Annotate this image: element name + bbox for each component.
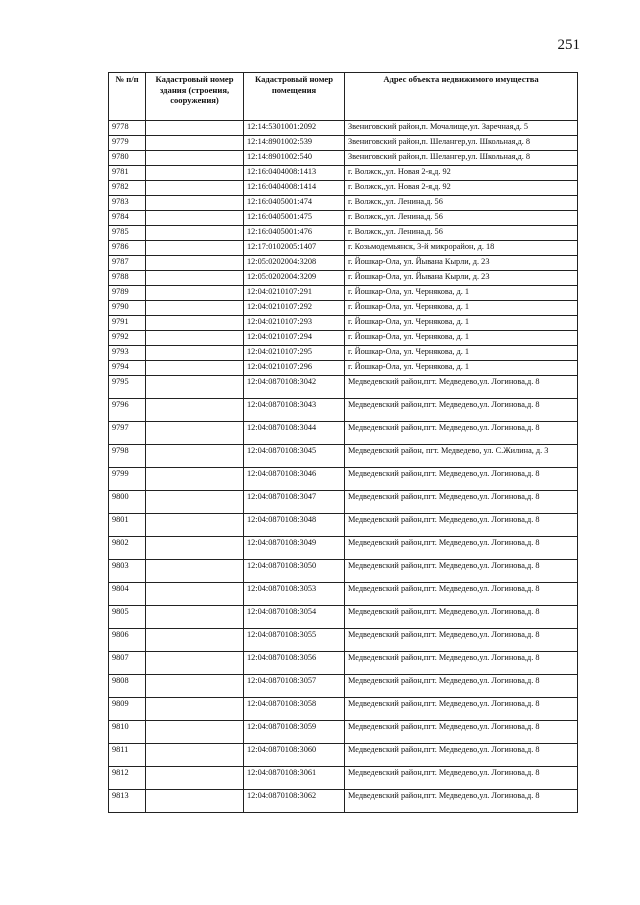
cell-room-cadastral: 12:14:8901002:540 [244,151,345,166]
table-row [109,166,578,181]
cell-address: Медведевский район,пгт. Медведево,ул. Логинова,д. 8 [345,491,578,514]
cell-number: 9782 [109,181,146,196]
cell-building-cadastral [146,121,244,136]
cell-address: г. Йошкар-Ола, ул. Чернякова, д. 1 [345,301,578,316]
cell-building-cadastral [146,226,244,241]
cell-building-cadastral [146,767,244,790]
cell-number: 9787 [109,256,146,271]
cell-room-cadastral: 12:05:0202004:3208 [244,256,345,271]
cell-room-cadastral: 12:04:0870108:3058 [244,698,345,721]
cell-number: 9783 [109,196,146,211]
cell-room-cadastral: 12:05:0202004:3209 [244,271,345,286]
cell-building-cadastral [146,698,244,721]
cell-building-cadastral [146,583,244,606]
cell-address: Медведевский район,пгт. Медведево,ул. Логинова,д. 8 [345,675,578,698]
cell-number: 9802 [109,537,146,560]
cell-room-cadastral: 12:04:0210107:294 [244,331,345,346]
cell-room-cadastral: 12:04:0210107:293 [244,316,345,331]
cell-address: г. Волжск,,ул. Новая 2-я,д. 92 [345,166,578,181]
cell-address: Медведевский район,пгт. Медведево,ул. Логинова,д. 8 [345,721,578,744]
cell-building-cadastral [146,514,244,537]
cell-building-cadastral [146,675,244,698]
cell-address: г. Йошкар-Ола, ул. Чернякова, д. 1 [345,346,578,361]
cell-building-cadastral [146,491,244,514]
cell-room-cadastral: 12:04:0870108:3048 [244,514,345,537]
table-row [109,445,578,468]
cell-room-cadastral: 12:14:5301001:2092 [244,121,345,136]
cell-building-cadastral [146,166,244,181]
cell-address: Медведевский район,пгт. Медведево,ул. Логинова,д. 8 [345,606,578,629]
cell-number: 9803 [109,560,146,583]
cell-address: Звениговский район,п. Мочалище,ул. Заречная,д. 5 [345,121,578,136]
table-row [109,537,578,560]
header-number: № п/п [109,73,146,121]
cell-room-cadastral: 12:04:0870108:3047 [244,491,345,514]
cell-room-cadastral: 12:16:0405001:474 [244,196,345,211]
cell-address: Медведевский район,пгт. Медведево,ул. Логинова,д. 8 [345,560,578,583]
cell-room-cadastral: 12:04:0870108:3050 [244,560,345,583]
cell-number: 9809 [109,698,146,721]
cell-address: Медведевский район,пгт. Медведево,ул. Логинова,д. 8 [345,744,578,767]
cell-address: Медведевский район,пгт. Медведево,ул. Логинова,д. 8 [345,376,578,399]
cell-room-cadastral: 12:04:0210107:292 [244,301,345,316]
cell-room-cadastral: 12:04:0210107:296 [244,361,345,376]
cell-number: 9791 [109,316,146,331]
cell-building-cadastral [146,286,244,301]
table-row [109,491,578,514]
table-row [109,316,578,331]
cell-room-cadastral: 12:04:0870108:3060 [244,744,345,767]
cell-room-cadastral: 12:04:0870108:3056 [244,652,345,675]
cell-room-cadastral: 12:04:0870108:3044 [244,422,345,445]
cell-number: 9804 [109,583,146,606]
table-row [109,629,578,652]
table-body [109,121,578,813]
cell-number: 9800 [109,491,146,514]
cell-building-cadastral [146,445,244,468]
cell-address: Медведевский район,пгт. Медведево,ул. Логинова,д. 8 [345,583,578,606]
cell-room-cadastral: 12:04:0870108:3042 [244,376,345,399]
cell-room-cadastral: 12:04:0870108:3057 [244,675,345,698]
table-row [109,721,578,744]
cell-building-cadastral [146,241,244,256]
cell-address: г. Йошкар-Ола, ул. Чернякова, д. 1 [345,286,578,301]
header-row [109,73,578,121]
cell-room-cadastral: 12:04:0870108:3062 [244,790,345,813]
cell-address: Медведевский район,пгт. Медведево,ул. Логинова,д. 8 [345,468,578,491]
cell-building-cadastral [146,196,244,211]
cell-room-cadastral: 12:04:0870108:3053 [244,583,345,606]
cell-building-cadastral [146,316,244,331]
cell-address: Медведевский район, пгт. Медведево, ул. С.Жилина, д. 3 [345,445,578,468]
cell-number: 9811 [109,744,146,767]
cell-address: г. Йошкар-Ола, ул. Йывана Кырли, д. 23 [345,271,578,286]
cell-address: Медведевский район,пгт. Медведево,ул. Логинова,д. 8 [345,698,578,721]
cell-number: 9790 [109,301,146,316]
cell-address: Звениговский район,п. Шелангер,ул. Школьная,д. 8 [345,151,578,166]
cell-address: г. Волжск,,ул. Ленина,д. 56 [345,196,578,211]
table-row [109,767,578,790]
cell-building-cadastral [146,346,244,361]
cell-building-cadastral [146,629,244,652]
cell-number: 9797 [109,422,146,445]
cell-number: 9780 [109,151,146,166]
table-row [109,361,578,376]
cell-number: 9813 [109,790,146,813]
cell-address: Медведевский район,пгт. Медведево,ул. Логинова,д. 8 [345,399,578,422]
cell-number: 9779 [109,136,146,151]
cell-building-cadastral [146,744,244,767]
table-row [109,675,578,698]
header-address: Адрес объекта недвижимого имущества [345,73,578,121]
cell-number: 9786 [109,241,146,256]
cell-room-cadastral: 12:04:0870108:3054 [244,606,345,629]
cell-building-cadastral [146,181,244,196]
cell-address: г. Козьмодемьянск, 3-й микрорайон, д. 18 [345,241,578,256]
cell-room-cadastral: 12:04:0870108:3046 [244,468,345,491]
table-row [109,241,578,256]
page-number: 251 [557,37,580,53]
cell-number: 9798 [109,445,146,468]
table-row [109,226,578,241]
table-row [109,256,578,271]
header-building-cadastral: Кадастровый номер здания (строения, сооружения) [146,73,244,121]
table-row [109,652,578,675]
cell-room-cadastral: 12:04:0210107:291 [244,286,345,301]
table-row [109,422,578,445]
cell-number: 9778 [109,121,146,136]
table-row [109,151,578,166]
cell-building-cadastral [146,468,244,491]
cell-building-cadastral [146,721,244,744]
cell-building-cadastral [146,606,244,629]
cell-room-cadastral: 12:04:0870108:3059 [244,721,345,744]
cell-room-cadastral: 12:16:0405001:476 [244,226,345,241]
table-row [109,399,578,422]
cell-building-cadastral [146,136,244,151]
cell-number: 9792 [109,331,146,346]
table-row [109,136,578,151]
cell-number: 9793 [109,346,146,361]
cell-address: г. Йошкар-Ола, ул. Чернякова, д. 1 [345,361,578,376]
cell-room-cadastral: 12:04:0210107:295 [244,346,345,361]
cell-address: г. Йошкар-Ола, ул. Йывана Кырли, д. 23 [345,256,578,271]
cell-address: Звениговский район,п. Шелангер,ул. Школьная,д. 8 [345,136,578,151]
cell-room-cadastral: 12:16:0405001:475 [244,211,345,226]
cell-building-cadastral [146,560,244,583]
cell-building-cadastral [146,256,244,271]
cell-address: Медведевский район,пгт. Медведево,ул. Логинова,д. 8 [345,629,578,652]
cell-number: 9795 [109,376,146,399]
cell-number: 9806 [109,629,146,652]
cell-number: 9789 [109,286,146,301]
cell-address: г. Волжск,,ул. Новая 2-я,д. 92 [345,181,578,196]
cell-number: 9807 [109,652,146,675]
table-row [109,121,578,136]
cell-number: 9810 [109,721,146,744]
cell-room-cadastral: 12:04:0870108:3061 [244,767,345,790]
cell-building-cadastral [146,537,244,560]
table-row [109,468,578,491]
cell-room-cadastral: 12:16:0404008:1413 [244,166,345,181]
cell-building-cadastral [146,301,244,316]
table-row [109,196,578,211]
table-row [109,211,578,226]
cell-building-cadastral [146,361,244,376]
cell-room-cadastral: 12:04:0870108:3049 [244,537,345,560]
table-row [109,301,578,316]
cell-address: Медведевский район,пгт. Медведево,ул. Логинова,д. 8 [345,767,578,790]
cell-room-cadastral: 12:17:0102005:1407 [244,241,345,256]
cell-address: Медведевский район,пгт. Медведево,ул. Логинова,д. 8 [345,537,578,560]
cell-number: 9784 [109,211,146,226]
cell-number: 9812 [109,767,146,790]
cell-address: г. Йошкар-Ола, ул. Чернякова, д. 1 [345,316,578,331]
table-row [109,744,578,767]
cell-building-cadastral [146,790,244,813]
cell-address: г. Волжск,,ул. Ленина,д. 56 [345,226,578,241]
table-row [109,560,578,583]
table-row [109,286,578,301]
header-room-cadastral: Кадастровый номер помещения [244,73,345,121]
cell-address: г. Йошкар-Ола, ул. Чернякова, д. 1 [345,331,578,346]
cell-number: 9781 [109,166,146,181]
table-row [109,376,578,399]
cell-building-cadastral [146,652,244,675]
cell-building-cadastral [146,151,244,166]
cell-building-cadastral [146,211,244,226]
cell-address: Медведевский район,пгт. Медведево,ул. Логинова,д. 8 [345,652,578,675]
cell-address: Медведевский район,пгт. Медведево,ул. Логинова,д. 8 [345,790,578,813]
table-row [109,790,578,813]
table-row [109,271,578,286]
cell-address: Медведевский район,пгт. Медведево,ул. Логинова,д. 8 [345,514,578,537]
table-row [109,583,578,606]
cell-number: 9794 [109,361,146,376]
table-header [109,73,578,121]
cell-room-cadastral: 12:14:8901002:539 [244,136,345,151]
cell-number: 9799 [109,468,146,491]
cell-address: Медведевский район,пгт. Медведево,ул. Логинова,д. 8 [345,422,578,445]
cell-room-cadastral: 12:04:0870108:3043 [244,399,345,422]
cell-number: 9808 [109,675,146,698]
cell-building-cadastral [146,331,244,346]
cell-number: 9801 [109,514,146,537]
table-row [109,331,578,346]
table-row [109,606,578,629]
cell-room-cadastral: 12:04:0870108:3055 [244,629,345,652]
cell-number: 9788 [109,271,146,286]
cell-building-cadastral [146,376,244,399]
cell-room-cadastral: 12:04:0870108:3045 [244,445,345,468]
property-registry-table [108,72,578,813]
table-row [109,181,578,196]
table-row [109,346,578,361]
cell-address: г. Волжск,,ул. Ленина,д. 56 [345,211,578,226]
cell-building-cadastral [146,271,244,286]
cell-room-cadastral: 12:16:0404008:1414 [244,181,345,196]
table-row [109,514,578,537]
cell-building-cadastral [146,422,244,445]
cell-number: 9805 [109,606,146,629]
table-row [109,698,578,721]
cell-building-cadastral [146,399,244,422]
cell-number: 9796 [109,399,146,422]
cell-number: 9785 [109,226,146,241]
